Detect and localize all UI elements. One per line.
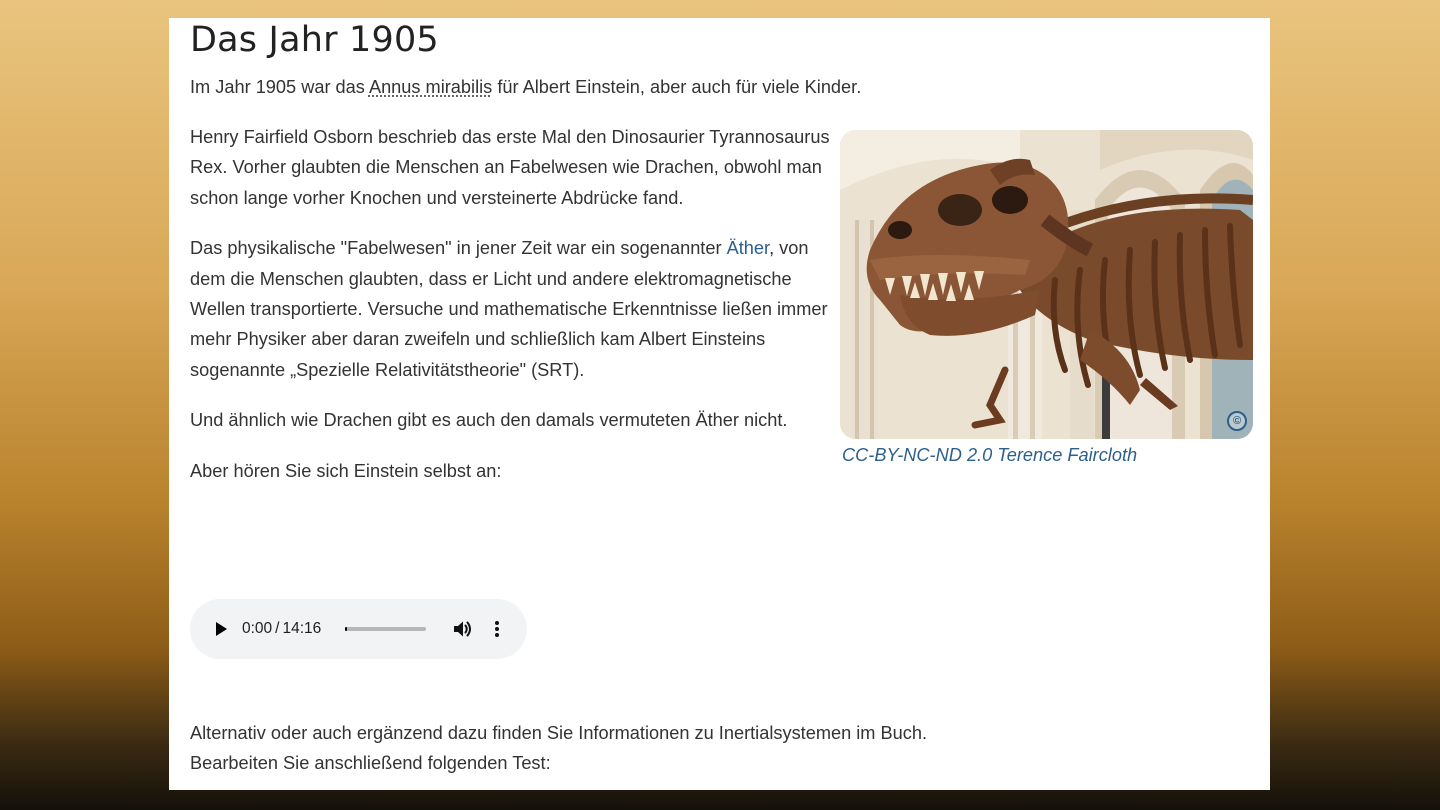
page-title: Das Jahr 1905 [190, 20, 439, 60]
intro-text-before: Im Jahr 1905 war das [190, 77, 369, 97]
intro-text-after: für Albert Einstein, aber auch für viele Kinder. [492, 77, 862, 97]
t-rex-image [840, 130, 1253, 439]
paragraph-aether [190, 233, 835, 385]
copyright-icon[interactable]: © [1227, 411, 1247, 431]
paragraph-aether-after: , von dem die Menschen glaubten, dass er Licht und andere elektromagnetische Wellen transportierte. Versuche und mathematische Erkenntnisse ließen immer mehr Physiker aber daran zweifeln und schließlich kam Albert Einsteins sogenannte „Spezielle Relativitätstheorie" (SRT). [190, 238, 828, 380]
paragraph-osborn: Henry Fairfield Osborn beschrieb das erste Mal den Dinosaurier Tyrannosaurus Rex. Vorher glaubten die Menschen an Fabelwesen wie Drachen, obwohl man schon lange vorher Knochen und versteinerte Abdrücke fand. [190, 127, 830, 208]
paragraph-dragons: Und ähnlich wie Drachen gibt es auch den damals vermuteten Äther nicht. [190, 410, 788, 431]
progress-fill [345, 627, 347, 631]
annus-mirabilis-abbr[interactable]: Annus mirabilis [368, 77, 493, 97]
alternative-info-line: Alternativ oder auch ergänzend dazu finden Sie Informationen zu Inertialsystemen im Buch. [190, 723, 928, 743]
text-column [190, 122, 835, 506]
paragraph-aether-before: Das physikalische "Fabelwesen" in jener Zeit war ein sogenannter [190, 238, 727, 259]
time-display [242, 618, 321, 640]
time-separator: / [275, 620, 280, 637]
test-instruction-line: Bearbeiten Sie anschließend folgenden Test: [190, 753, 551, 774]
current-time: 0:00 [242, 620, 273, 637]
intro-paragraph [190, 72, 861, 102]
image-caption: CC-BY-NC-ND 2.0 Terence Faircloth [842, 445, 1138, 465]
more-options-icon[interactable] [489, 617, 505, 641]
bottom-text [190, 718, 927, 779]
dinosaur-figure [840, 130, 1255, 466]
t-rex-skeleton-illustration [840, 130, 1253, 439]
volume-icon[interactable] [450, 617, 474, 641]
duration: 14:16 [282, 620, 322, 637]
progress-slider[interactable] [345, 627, 426, 631]
audio-player [190, 599, 527, 659]
paragraph-listen: Aber hören Sie sich Einstein selbst an: [190, 460, 502, 481]
play-icon[interactable] [210, 619, 230, 639]
page-content [169, 18, 1270, 790]
aether-link[interactable]: Äther [726, 238, 770, 259]
